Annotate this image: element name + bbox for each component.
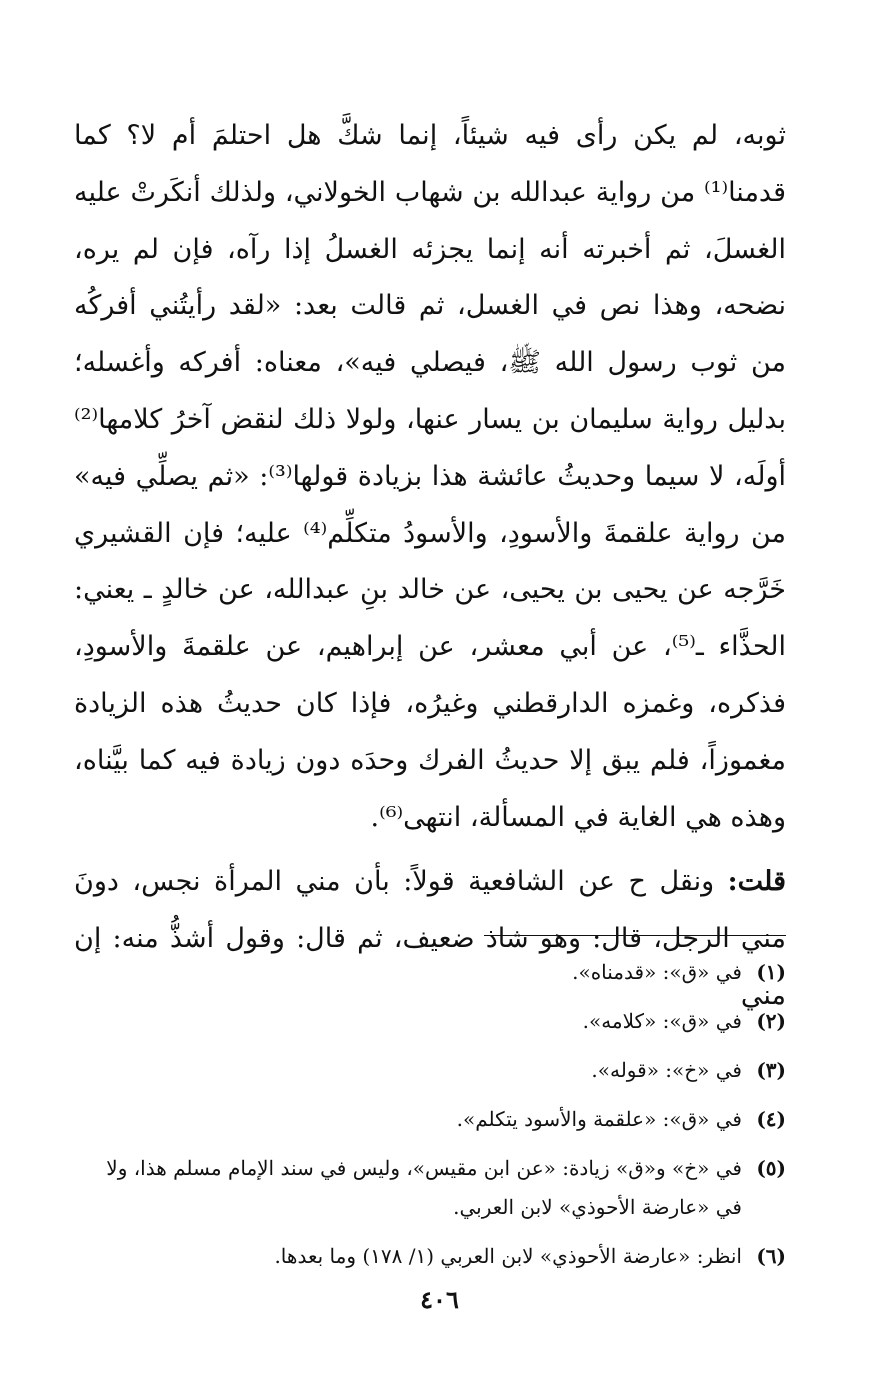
footnote-number: (٦): [756, 1244, 786, 1268]
footnote-text: انظر: «عارضة الأحوذي» لابن العربي (١/ ١٧٨) وما بعدها.: [274, 1244, 742, 1268]
footnote: [74, 1100, 786, 1139]
page-number: ٤٠٦: [420, 1285, 459, 1314]
footnote-number: (٤): [756, 1107, 786, 1131]
page-content: [74, 108, 786, 1268]
footnotes: [74, 953, 786, 1286]
footnote-number: (٥): [756, 1156, 786, 1180]
main-text: [74, 108, 786, 1025]
footnote-text: في «خ»: «قوله».: [591, 1058, 742, 1082]
paragraph-2-text: ونقل ح عن الشافعية قولاً: بأن مني المرأة نجس، دونَ مني الرجل، قال: وهو شاذ ضعيف، ثم قال: وقول أشذُّ منه: إن مني: [74, 866, 786, 1011]
footnote-number: (٣): [756, 1058, 786, 1082]
footnote: [74, 953, 786, 992]
paragraph-lead: قلت:: [727, 866, 786, 898]
footnote-text: في «ق»: «علقمة والأسود يتكلم».: [456, 1107, 742, 1131]
footnote-number: (١): [756, 960, 786, 984]
footnote-number: (٢): [756, 1009, 786, 1033]
footnote: [74, 1051, 786, 1090]
footnote-text: في «ق»: «قدمناه».: [572, 960, 742, 984]
footnote: [74, 1149, 786, 1227]
footnote-divider: [484, 935, 786, 936]
footnote: [74, 1002, 786, 1041]
footnote-text: في «ق»: «كلامه».: [582, 1009, 742, 1033]
footnote-text: في «خ» و«ق» زيادة: «عن ابن مقيس»، وليس في سند الإمام مسلم هذا، ولا في «عارضة الأحوذي» لابن العربي.: [106, 1156, 742, 1219]
footnote: [74, 1237, 786, 1276]
paragraph-1: ثوبه، لم يكن رأى فيه شيئاً، إنما شكَّ هل احتلمَ أم لا؟ كما قدمنا⁽¹⁾ من رواية عبدالله بن شهاب الخولاني، ولذلك أنكَرتْ عليه الغسلَ، ثم أخبرته أنه إنما يجزئه الغسلُ إذا رآه، فإن لم يره، نضحه، وهذا نص في الغسل، ثم قالت بعد: «لقد رأيتُني أفركُه من ثوب رسول الله ﷺ، فيصلي فيه»، معناه: أفركه وأغسله؛ بدليل رواية سليمان بن يسار عنها، ولولا ذلك لنقض آخرُ كلامها⁽²⁾ أولَه، لا سيما وحديثُ عائشة هذا بزيادة قولها⁽³⁾: «ثم يصلِّي فيه» من رواية علقمةَ والأسودِ، والأسودُ متكلِّم⁽⁴⁾ عليه؛ فإن القشيري خَرَّجه عن يحيى بن يحيى، عن خالد بنِ عبدالله، عن خالدٍ ـ يعني: الحذَّاء ـ⁽⁵⁾، عن أبي معشر، عن إبراهيم، عن علقمةَ والأسودِ، فذكره، وغمزه الدارقطني وغيرُه، فإذا كان حديثُ هذه الزيادة مغموزاً، فلم يبق إلا حديثُ الفرك وحدَه دون زيادة فيه كما بيَّناه، وهذه هي الغاية في المسألة، انتهى⁽⁶⁾.: [74, 120, 786, 833]
